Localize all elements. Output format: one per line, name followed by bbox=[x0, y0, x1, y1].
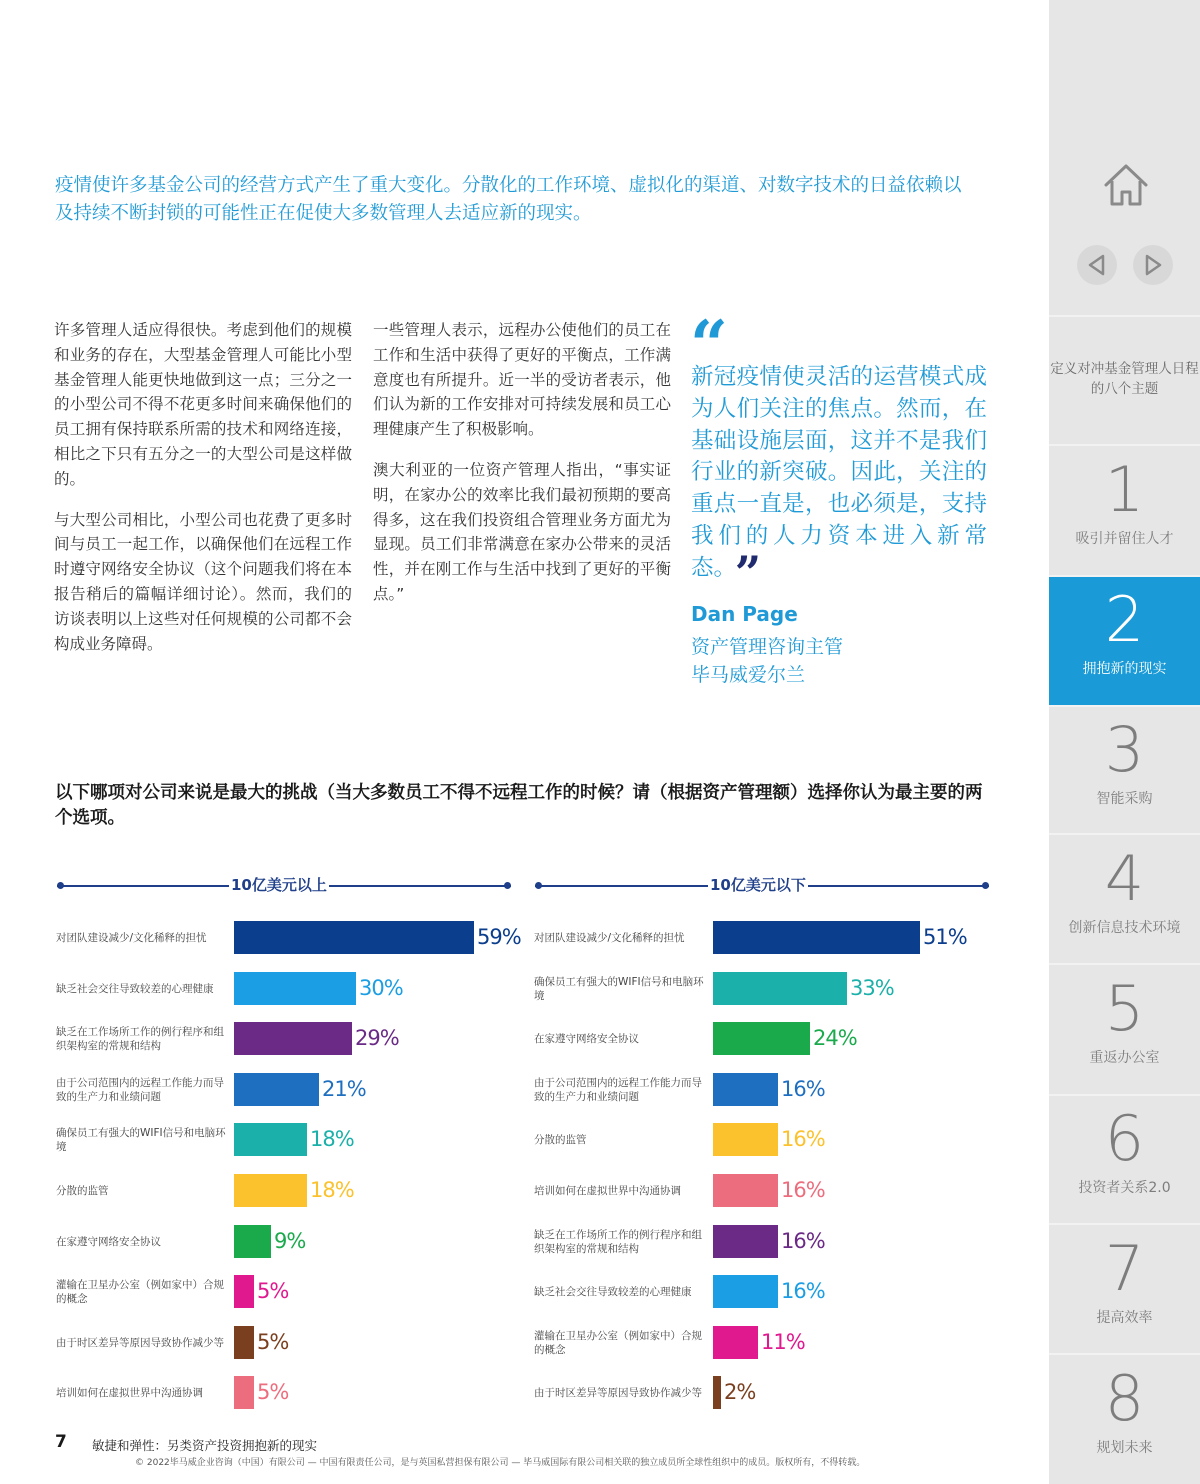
bar-value: 21% bbox=[322, 1077, 366, 1101]
bar bbox=[713, 972, 847, 1005]
bar-value: 29% bbox=[355, 1026, 399, 1050]
bar bbox=[234, 1275, 254, 1308]
bar bbox=[713, 1123, 778, 1156]
sidebar-item-number: 5 bbox=[1104, 972, 1145, 1045]
bar bbox=[234, 1174, 307, 1207]
sidebar-item-label: 智能采购 bbox=[1096, 791, 1153, 807]
prev-page-button[interactable] bbox=[1077, 245, 1117, 285]
sidebar-item-5[interactable] bbox=[1049, 966, 1200, 1094]
paragraph: 许多管理人适应得很快。考虑到他们的规模和业务的存在，大型基金管理人可能比小型基金管理人能更快地做到这一点；三分之一的小型公司不得不花更多时间来确保他们的员工拥有保持联系所需的技术和网络连接，相比之下只有五分之一的大型公司是这样做的。 bbox=[54, 321, 352, 488]
quote-author-org: 毕马威爱尔兰 bbox=[691, 664, 806, 686]
sidebar-item-label: 创新信息技术环境 bbox=[1068, 920, 1181, 936]
sidebar-item-number: 7 bbox=[1104, 1232, 1145, 1305]
sidebar-item-label: 吸引并留住人才 bbox=[1075, 531, 1174, 547]
bar-label: 确保员工有强大的WIFI信号和电脑环境 bbox=[56, 1126, 226, 1153]
bar-value: 51% bbox=[923, 925, 967, 949]
bar bbox=[713, 1174, 778, 1207]
sidebar-item-label: 重返办公室 bbox=[1089, 1050, 1160, 1066]
sidebar-item-2[interactable] bbox=[1049, 577, 1200, 705]
close-quote-mark: ” bbox=[734, 545, 762, 600]
bar-value: 16% bbox=[781, 1279, 825, 1303]
sidebar-item-1[interactable] bbox=[1049, 447, 1200, 575]
bar-value: 59% bbox=[477, 925, 521, 949]
sidebar-item-number: 1 bbox=[1104, 453, 1145, 526]
sidebar-nav bbox=[1049, 0, 1200, 1484]
sidebar-item-number: 8 bbox=[1104, 1362, 1145, 1435]
chart-title-small: 10亿美元以下 bbox=[710, 876, 806, 894]
bar-label: 缺乏社会交往导致较差的心理健康 bbox=[534, 1285, 692, 1298]
bar-label: 在家遵守网络安全协议 bbox=[534, 1032, 639, 1045]
chart-question: 以下哪项对公司来说是最大的挑战（当大多数员工不得不远程工作的时候？请（根据资产管理额）选择你认为最主要的两个选项。 bbox=[55, 783, 983, 828]
bar-label: 培训如何在虚拟世界中沟通协调 bbox=[534, 1184, 681, 1197]
bar-label: 分散的监管 bbox=[56, 1184, 109, 1197]
bar bbox=[234, 1376, 254, 1409]
chart-header-large bbox=[57, 874, 511, 896]
home-icon[interactable] bbox=[1101, 160, 1151, 210]
bar-label: 缺乏社会交往导致较差的心理健康 bbox=[56, 982, 214, 995]
chart-title-large: 10亿美元以上 bbox=[231, 876, 327, 894]
body-column-2 bbox=[373, 318, 671, 623]
triangle-left-icon bbox=[1077, 245, 1117, 285]
quote-author-role: 资产管理咨询主管 bbox=[691, 636, 844, 658]
bar-value: 11% bbox=[761, 1330, 805, 1354]
sidebar-item-7[interactable] bbox=[1049, 1226, 1200, 1354]
quote-text: 新冠疫情使灵活的运营模式成为人们关注的焦点。然而，在基础设施层面，这并不是我们行业的新突破。因此，关注的重点一直是，也必须是，支持我们的人力资本进入新常态。 bbox=[691, 364, 987, 581]
sidebar-item-3[interactable] bbox=[1049, 707, 1200, 835]
bar bbox=[234, 1225, 271, 1258]
intro-text: 疫情使许多基金公司的经营方式产生了重大变化。分散化的工作环境、虚拟化的渠道、对数字技术的日益依赖以及持续不断封锁的可能性正在促使大多数管理人去适应新的现实。 bbox=[55, 175, 962, 224]
bar bbox=[713, 921, 920, 954]
bar-value: 5% bbox=[257, 1380, 289, 1404]
bar bbox=[713, 1275, 778, 1308]
bar-value: 18% bbox=[310, 1127, 354, 1151]
bar bbox=[234, 1022, 352, 1055]
sidebar-intro: 定义对冲基金管理人日程的八个主题 bbox=[1050, 361, 1199, 397]
bar-label: 对团队建设减少/文化稀释的担忧 bbox=[56, 931, 207, 944]
copyright: © 2022毕马威企业咨询（中国）有限公司 — 中国有限责任公司，是与英国私营担保有限公司 — 毕马威国际有限公司相关联的独立成员所全球性组织中的成员。版权所有，不得转载。 bbox=[135, 1458, 866, 1468]
sidebar-item-number: 3 bbox=[1104, 713, 1145, 786]
bar-value: 16% bbox=[781, 1178, 825, 1202]
bar bbox=[234, 1073, 319, 1106]
open-quote-mark: “ bbox=[690, 306, 728, 384]
sidebar-item-number: 4 bbox=[1104, 842, 1145, 915]
chart-header-small bbox=[535, 874, 989, 896]
bar bbox=[713, 1376, 721, 1409]
bar-label: 在家遵守网络安全协议 bbox=[56, 1235, 161, 1248]
bar-value: 16% bbox=[781, 1127, 825, 1151]
bar-label: 对团队建设减少/文化稀释的担忧 bbox=[534, 931, 685, 944]
paragraph: 一些管理人表示，远程办公使他们的员工在工作和生活中获得了更好的平衡点，工作满意度也有所提升。近一半的受访者表示，他们认为新的工作安排对可持续发展和员工心理健康产生了积极影响。 bbox=[373, 321, 671, 439]
page-number: 7 bbox=[55, 1432, 67, 1452]
bar-label: 缺乏在工作场所工作的例行程序和组织架构室的常规和结构 bbox=[534, 1228, 702, 1255]
sidebar-item-number: 2 bbox=[1104, 583, 1145, 656]
bar bbox=[234, 972, 356, 1005]
bar-value: 33% bbox=[850, 976, 894, 1000]
bar-label: 确保员工有强大的WIFI信号和电脑环境 bbox=[534, 975, 704, 1002]
triangle-right-icon bbox=[1133, 245, 1173, 285]
sidebar-item-number: 6 bbox=[1104, 1102, 1145, 1175]
bar bbox=[713, 1326, 758, 1359]
report-title: 敏捷和弹性：另类资产投资拥抱新的现实 bbox=[92, 1438, 318, 1453]
bar-label: 由于公司范围内的远程工作能力而导致的生产力和业绩问题 bbox=[56, 1076, 224, 1103]
sidebar-item-label: 提高效率 bbox=[1096, 1310, 1153, 1326]
sidebar-item-6[interactable] bbox=[1049, 1096, 1200, 1224]
bar bbox=[713, 1022, 810, 1055]
bar-label: 由于时区差异等原因导致协作减少等 bbox=[534, 1386, 702, 1399]
bar-value: 16% bbox=[781, 1229, 825, 1253]
bar-value: 5% bbox=[257, 1279, 289, 1303]
sidebar-item-label: 投资者关系2.0 bbox=[1078, 1180, 1171, 1196]
bar bbox=[234, 1123, 307, 1156]
body-column-1 bbox=[54, 318, 352, 672]
bar-value: 24% bbox=[813, 1026, 857, 1050]
bar bbox=[713, 1073, 778, 1106]
sidebar-item-label: 拥抱新的现实 bbox=[1082, 661, 1167, 677]
paragraph: 澳大利亚的一位资产管理人指出，“事实证明，在家办公的效率比我们最初预期的要高得多，这在我们投资组合管理业务方面尤为显现。员工们非常满意在家办公带来的灵活性，并在刚工作与生活中找到了更好的平衡点。” bbox=[373, 460, 671, 603]
sidebar-item-label: 规划未来 bbox=[1096, 1440, 1153, 1456]
bar-label: 灌输在卫星办公室（例如家中）合规的概念 bbox=[534, 1329, 702, 1356]
sidebar-item-4[interactable] bbox=[1049, 836, 1200, 964]
bar-label: 由于公司范围内的远程工作能力而导致的生产力和业绩问题 bbox=[534, 1076, 702, 1103]
bar-value: 18% bbox=[310, 1178, 354, 1202]
bar bbox=[713, 1225, 778, 1258]
bar-label: 培训如何在虚拟世界中沟通协调 bbox=[56, 1386, 203, 1399]
bar-value: 9% bbox=[274, 1229, 306, 1253]
next-page-button[interactable] bbox=[1133, 245, 1173, 285]
bar-value: 5% bbox=[257, 1330, 289, 1354]
quote-author-name: Dan Page bbox=[691, 602, 798, 626]
bar bbox=[234, 1326, 254, 1359]
bar-label: 分散的监管 bbox=[534, 1133, 587, 1146]
bar-label: 灌输在卫星办公室（例如家中）合规的概念 bbox=[56, 1278, 224, 1305]
bar-value: 30% bbox=[359, 976, 403, 1000]
sidebar-item-8[interactable] bbox=[1049, 1356, 1200, 1484]
bar-value: 16% bbox=[781, 1077, 825, 1101]
bar-label: 缺乏在工作场所工作的例行程序和组织架构室的常规和结构 bbox=[56, 1025, 224, 1052]
paragraph: 与大型公司相比，小型公司也花费了更多时间与员工一起工作，以确保他们在远程工作时遵守网络安全协议（这个问题我们将在本报告稍后的篇幅详细讨论）。然而，我们的访谈表明以上这些对任何规模的公司都不会构成业务障碍。 bbox=[54, 510, 352, 653]
bar bbox=[234, 921, 474, 954]
pull-quote bbox=[691, 362, 987, 600]
bar-value: 2% bbox=[724, 1380, 756, 1404]
bar-label: 由于时区差异等原因导致协作减少等 bbox=[56, 1336, 224, 1349]
